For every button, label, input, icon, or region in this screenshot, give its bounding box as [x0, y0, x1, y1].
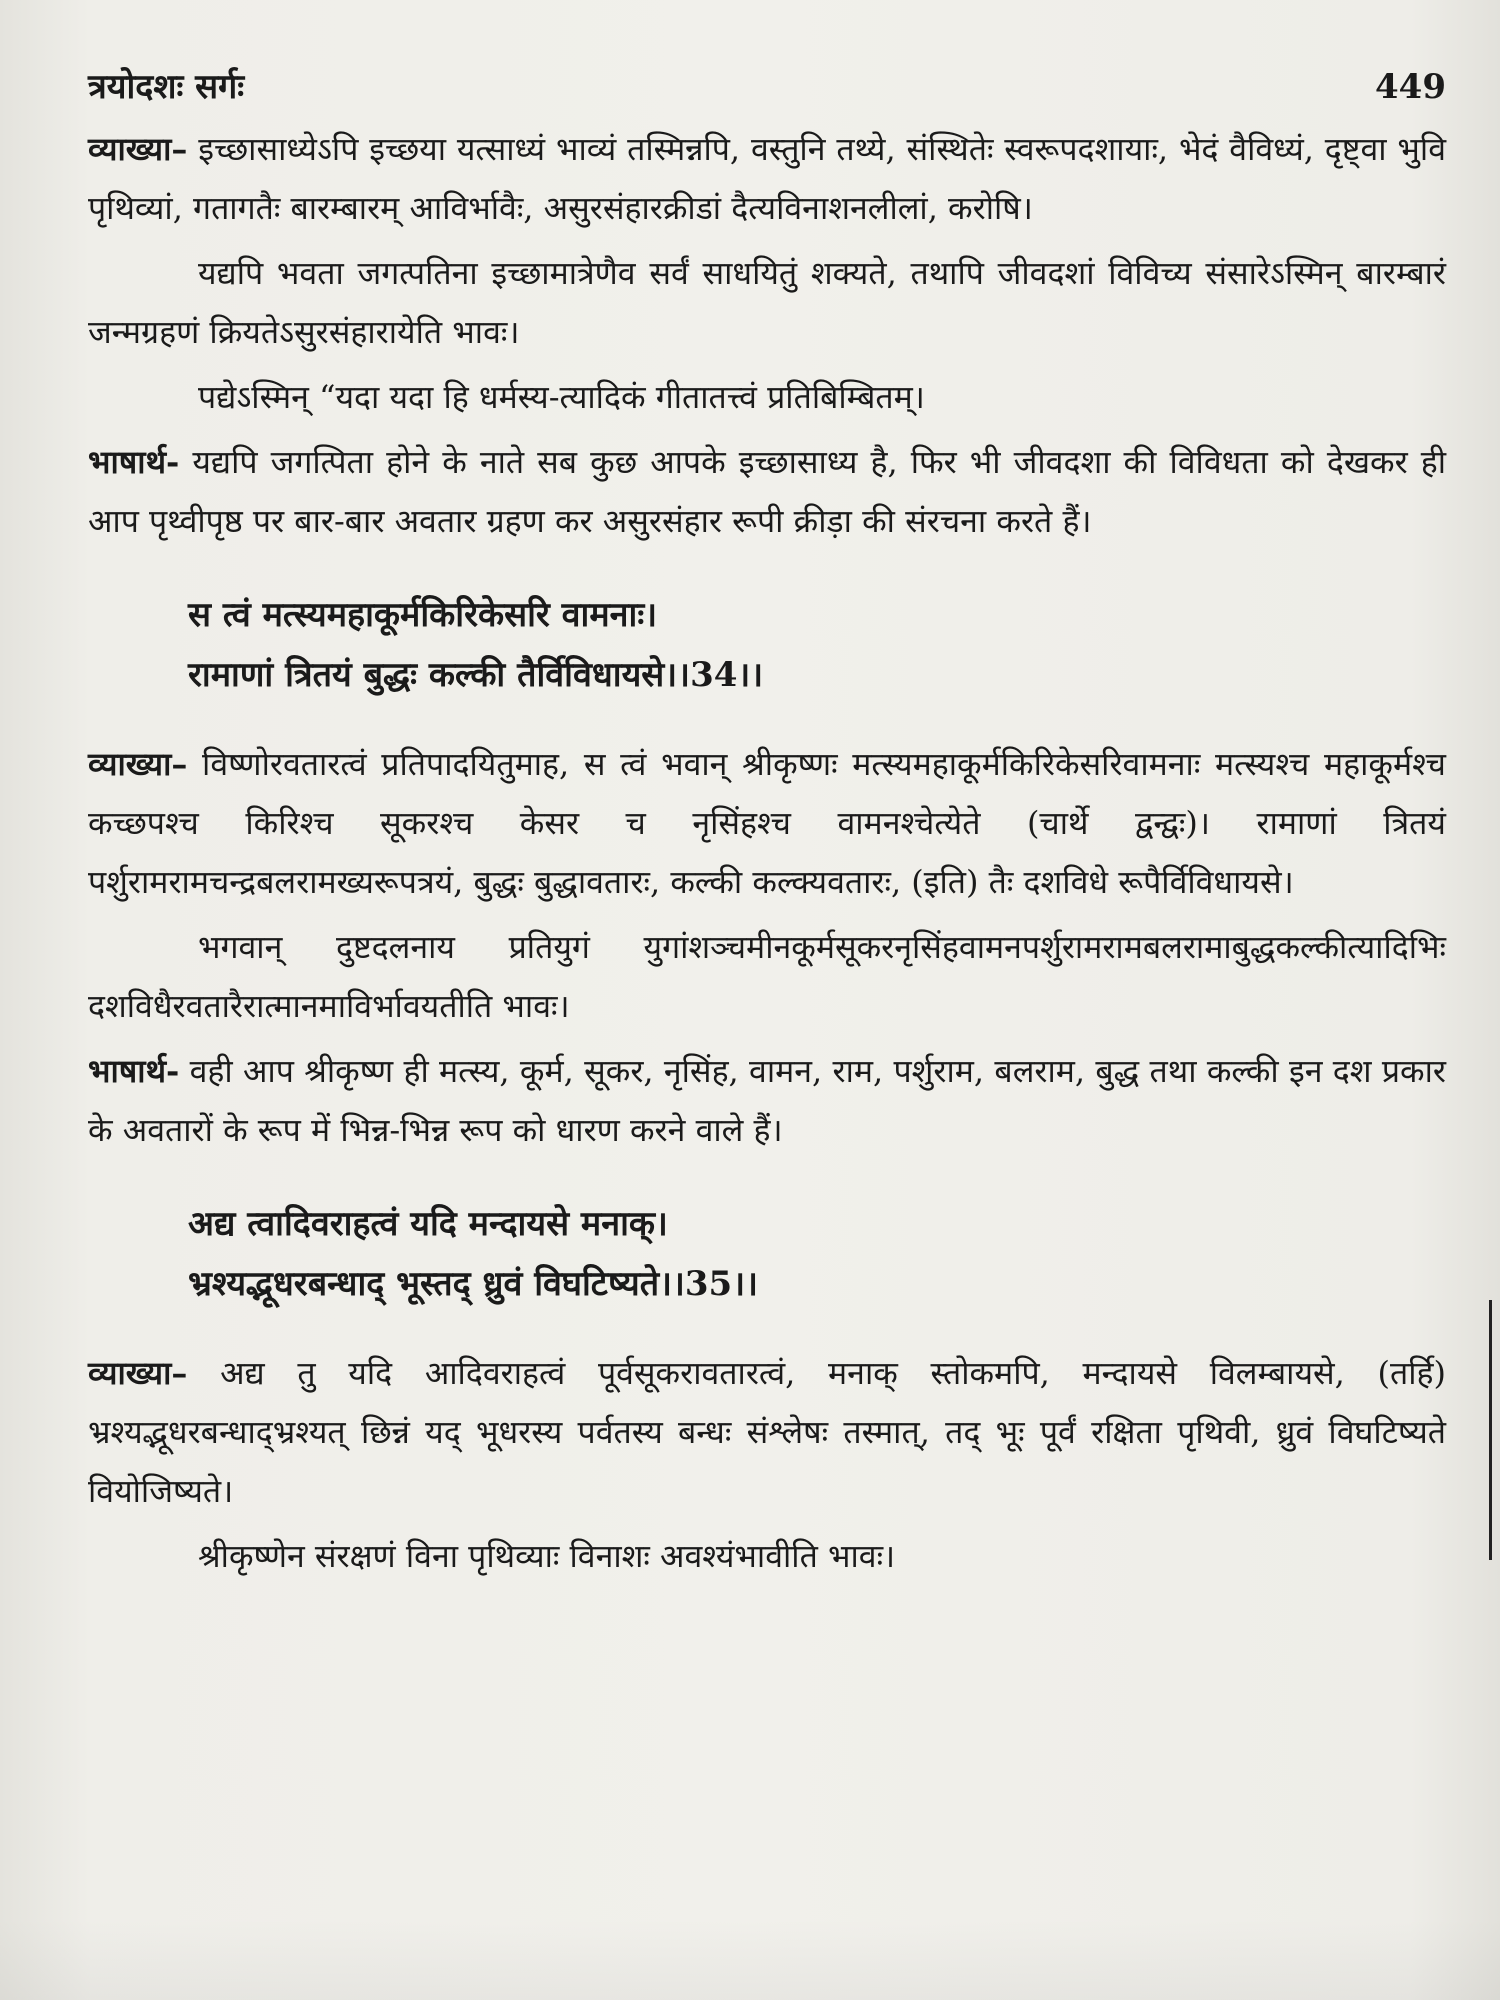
commentary-paragraph: [88, 433, 1446, 551]
verse-line: भ्रश्यद्भूधरबन्धाद् भूस्तद् ध्रुवं विघटिष्यते।।35।।: [188, 1264, 758, 1304]
section-label: व्याख्या–: [88, 1354, 188, 1392]
commentary-paragraph: [88, 120, 1446, 238]
paragraph-text: यद्यपि जगत्पिता होने के नाते सब कुछ आपके इच्छासाध्य है, फिर भी जीवदशा की विविधता को देखकर ही आप पृथ्वीपृष्ठ पर बार-बार अवतार ग्रहण कर असुरसंहार रूपी क्रीड़ा की संरचना करते हैं।: [88, 443, 1446, 540]
paragraph-text: अद्य तु यदि आदिवराहत्वं पूर्वसूकरावतारत्वं, मनाक् स्तोकमपि, मन्दायसे विलम्बायसे, (तर्हि) भ्रश्यद्भूधरबन्धाद्भ्रश्यत् छिन्नं यद् भूधरस्य पर्वतस्य बन्धः संश्लेषः तस्मात्, तद् भूः पूर्वं रक्षिता पृथिवी, ध्रुवं विघटिष्यते वियोजिष्यते।: [88, 1354, 1446, 1510]
commentary-paragraph: [88, 1042, 1446, 1160]
paragraph-text: विष्णोरवतारत्वं प्रतिपादयितुमाह, स त्वं भवान् श्रीकृष्णः मत्स्यमहाकूर्मकिरिकेसरिवामनाः मत्स्यश्च महाकूर्मश्च कच्छपश्च किरिश्च सूकरश्च केसर च नृसिंहश्च वामनश्चेत्येते (चार्थे द्वन्द्वः)। रामाणां त्रितयं पर्शुरामरामचन्द्रबलरामख्यरूपत्रयं, बुद्धः बुद्धावतारः, कल्की कल्क्यवतारः, (इति) तैः दशविधे रूपैर्विविधायसे।: [88, 745, 1446, 901]
paragraph: [88, 1527, 1446, 1586]
paragraph: [88, 918, 1446, 1036]
commentary-paragraph: [88, 735, 1446, 912]
paragraph: [88, 368, 1446, 427]
verse-line: रामाणां त्रितयं बुद्धः कल्की तैर्विविधायसे।।34।।: [188, 655, 764, 695]
page-shadow: [0, 1920, 1500, 2000]
paragraph-text: पद्येऽस्मिन् “यदा यदा हि धर्मस्य-त्यादिकं गीतातत्त्वं प्रतिबिम्बितम्।: [198, 378, 925, 416]
page-number: 449: [1375, 67, 1446, 107]
section-label: भाषार्थ-: [88, 1052, 180, 1090]
commentary-paragraph: [88, 1344, 1446, 1521]
paragraph-text: श्रीकृष्णेन संरक्षणं विना पृथिव्याः विनाशः अवश्यंभावीति भावः।: [198, 1537, 896, 1575]
verse-block: [88, 585, 1446, 705]
section-label: व्याख्या–: [88, 130, 188, 168]
paragraph-text: यद्यपि भवता जगत्पतिना इच्छामात्रेणैव सर्वं साधयितुं शक्यते, तथापि जीवदशां विविच्य संसारेऽस्मिन् बारम्बारं जन्मग्रहणं क्रियतेऽसुरसंहारायेति भावः।: [88, 254, 1446, 351]
page-body: [88, 120, 1446, 1586]
verse-block: [88, 1194, 1446, 1314]
section-label: व्याख्या–: [88, 745, 188, 783]
verse-line: स त्वं मत्स्यमहाकूर्मकिरिकेसरि वामनाः।: [188, 595, 658, 635]
paragraph-text: इच्छासाध्येऽपि इच्छया यत्साध्यं भाव्यं तस्मिन्नपि, वस्तुनि तथ्ये, संस्थितेः स्वरूपदशायाः, भेदं वैविध्यं, दृष्ट्वा भुवि पृथिव्यां, गतागतैः बारम्बारम् आविर्भावैः, असुरसंहारक्रीडां दैत्यविनाशनलीलां, करोषि।: [88, 130, 1446, 227]
paragraph-text: भगवान् दुष्टदलनाय प्रतियुगं युगांशञ्चमीनकूर्मसूकरनृसिंहवामनपर्शुरामरामबलरामाबुद्धकल्कीत्यादिभिः दशविधैरवतारैरात्मानमाविर्भावयतीति भावः।: [88, 928, 1446, 1025]
chapter-title: त्रयोदशः सर्गः: [88, 67, 245, 107]
paragraph-text: वही आप श्रीकृष्ण ही मत्स्य, कूर्म, सूकर, नृसिंह, वामन, राम, पर्शुराम, बलराम, बुद्ध तथा कल्की इन दश प्रकार के अवतारों के रूप में भिन्न-भिन्न रूप को धारण करने वाले हैं।: [88, 1052, 1446, 1149]
margin-rule: [1489, 1300, 1492, 1560]
section-label: भाषार्थ-: [88, 443, 180, 481]
paragraph: [88, 244, 1446, 362]
running-header: [88, 62, 1446, 108]
verse-line: अद्य त्वादिवराहत्वं यदि मन्दायसे मनाक्।: [188, 1204, 668, 1244]
